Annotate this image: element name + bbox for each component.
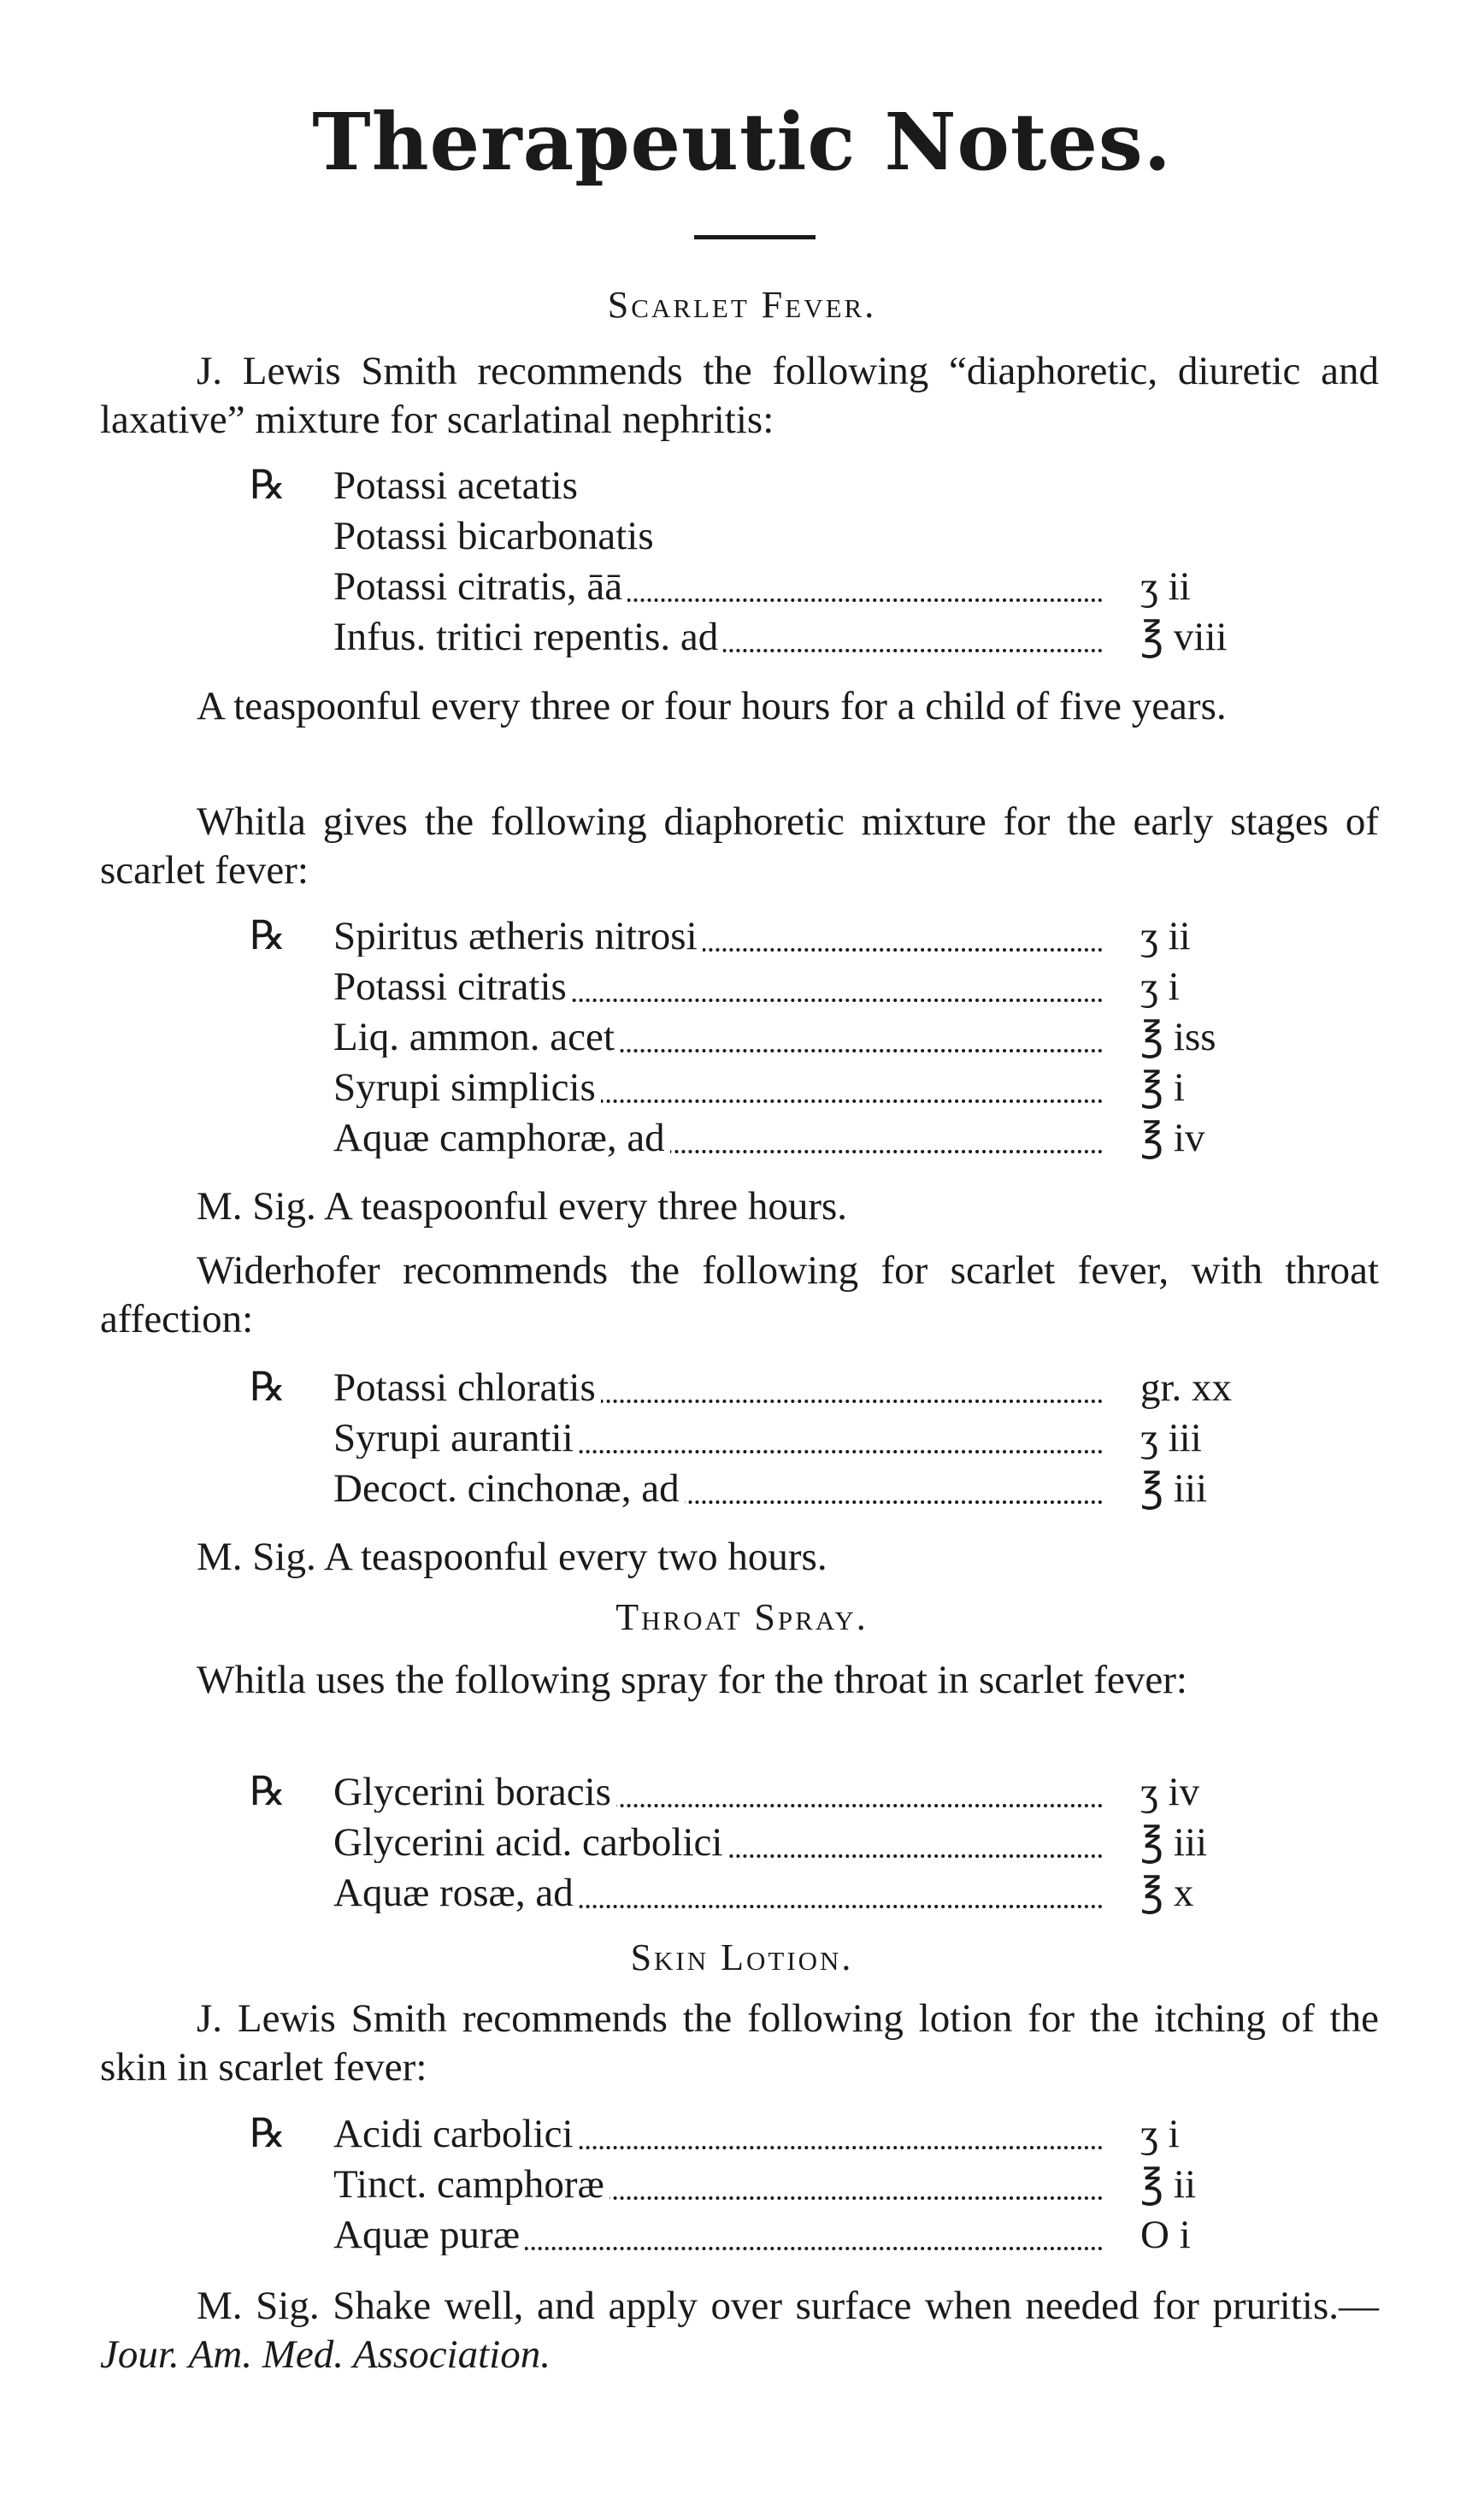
ingredient-row xyxy=(333,1017,1103,1058)
signa-line: M. Sig. A teaspoonful every three hours. xyxy=(197,1184,848,1229)
ingredient-row xyxy=(333,1368,1103,1408)
ingredient-name: Potassi citratis, āā xyxy=(333,567,627,607)
ingredient-quantity: ʒ i xyxy=(1140,2112,1180,2156)
ingredient-name: Potassi citratis xyxy=(333,967,572,1007)
paragraph-smith-nephritis: J. Lewis Smith recommends the following “diaphoretic, diuretic and laxative” mixture for scarlatinal nephritis: xyxy=(100,349,1379,442)
ingredient-quantity: ʒ i xyxy=(1140,964,1180,1009)
ingredient-row xyxy=(333,2114,1103,2154)
ingredient-quantity: ℥ viii xyxy=(1140,615,1228,659)
ingredient-row xyxy=(333,567,1103,607)
ingredient-name: Glycerini acid. carbolici xyxy=(333,1823,727,1863)
paragraph-whitla-diaphoretic: Whitla gives the following diaphoretic mixture for the early stages of scarlet fever: xyxy=(100,799,1379,893)
ingredient-row xyxy=(333,2215,1103,2255)
ingredient-name: Liq. ammon. acet xyxy=(333,1017,620,1058)
ingredient-name: Infus. tritici repentis. ad xyxy=(333,617,723,657)
paragraph-dosage: A teaspoonful every three or four hours for a child of five years. xyxy=(197,684,1227,728)
ingredient-row xyxy=(333,1418,1103,1459)
ingredient-name: Aquæ puræ xyxy=(333,2215,525,2255)
final-sig-text: M. Sig. Shake well, and apply over surface when needed for pruritis.— xyxy=(197,2284,1379,2328)
page-title: Therapeutic Notes. xyxy=(312,96,1172,188)
ingredient-name: Aquæ camphoræ, ad xyxy=(333,1118,670,1158)
rx-symbol: ℞ xyxy=(250,1365,286,1410)
ingredient-name: Glycerini boracis xyxy=(333,1772,616,1813)
ingredient-row xyxy=(333,1823,1103,1863)
ingredient-name: Syrupi aurantii xyxy=(333,1418,579,1459)
ingredient-row xyxy=(333,1118,1103,1158)
paragraph-final-sig xyxy=(100,2282,1379,2379)
ingredient-quantity: ℥ ii xyxy=(1140,2162,1197,2207)
ingredient-quantity: ℥ x xyxy=(1140,1871,1194,1915)
ingredient-name: Decoct. cinchonæ, ad xyxy=(333,1469,685,1509)
ingredient-name: Potassi acetatis xyxy=(333,466,583,506)
ingredient-name: Acidi carbolici xyxy=(333,2114,579,2154)
ingredient-quantity: ʒ iv xyxy=(1140,1770,1200,1814)
rx-symbol: ℞ xyxy=(250,2112,286,2156)
paragraph-whitla-spray: Whitla uses the following spray for the throat in scarlet fever: xyxy=(197,1658,1187,1702)
ingredient-row xyxy=(333,1469,1103,1509)
ingredient-row xyxy=(333,516,1103,557)
ingredient-name: Aquæ rosæ, ad xyxy=(333,1873,579,1913)
ingredient-name: Spiritus ætheris nitrosi xyxy=(333,917,703,957)
ingredient-quantity: O i xyxy=(1140,2213,1191,2257)
ingredient-row xyxy=(333,917,1103,957)
ingredient-quantity: ʒ ii xyxy=(1140,914,1191,958)
section-heading-throat-spray: Throat Spray. xyxy=(615,1596,869,1638)
ingredient-quantity: gr. xx xyxy=(1140,1365,1233,1410)
ingredient-quantity: ℥ iii xyxy=(1140,1820,1208,1865)
ingredient-quantity: ʒ iii xyxy=(1140,1416,1202,1460)
ingredient-quantity: ℥ iss xyxy=(1140,1015,1216,1059)
rx-symbol: ℞ xyxy=(250,463,286,508)
rx-symbol: ℞ xyxy=(250,1770,286,1814)
signa-line: M. Sig. A teaspoonful every two hours. xyxy=(197,1535,827,1579)
ingredient-row xyxy=(333,617,1103,657)
ingredient-name: Tinct. camphoræ xyxy=(333,2165,610,2205)
source-citation: Jour. Am. Med. Association. xyxy=(100,2332,551,2377)
section-heading-scarlet-fever: Scarlet Fever. xyxy=(607,284,877,326)
title-rule xyxy=(694,235,816,239)
ingredient-name: Potassi chloratis xyxy=(333,1368,601,1408)
ingredient-quantity: ℥ iii xyxy=(1140,1466,1208,1511)
ingredient-row xyxy=(333,1772,1103,1813)
ingredient-quantity: ʒ ii xyxy=(1140,564,1191,609)
ingredient-quantity: ℥ i xyxy=(1140,1065,1185,1110)
paragraph-smith-lotion: J. Lewis Smith recommends the following lotion for the itching of the skin in scarlet fever: xyxy=(100,1996,1379,2090)
ingredient-name: Potassi bicarbonatis xyxy=(333,516,659,557)
ingredient-row xyxy=(333,1068,1103,1108)
ingredient-row xyxy=(333,967,1103,1007)
section-heading-skin-lotion: Skin Lotion. xyxy=(630,1936,854,1978)
paragraph-widerhofer: Widerhofer recommends the following for scarlet fever, with throat affection: xyxy=(100,1248,1379,1341)
ingredient-name: Syrupi simplicis xyxy=(333,1068,601,1108)
ingredient-quantity: ℥ iv xyxy=(1140,1116,1205,1160)
ingredient-row xyxy=(333,2165,1103,2205)
rx-symbol: ℞ xyxy=(250,914,286,958)
ingredient-row xyxy=(333,466,1103,506)
ingredient-row xyxy=(333,1873,1103,1913)
